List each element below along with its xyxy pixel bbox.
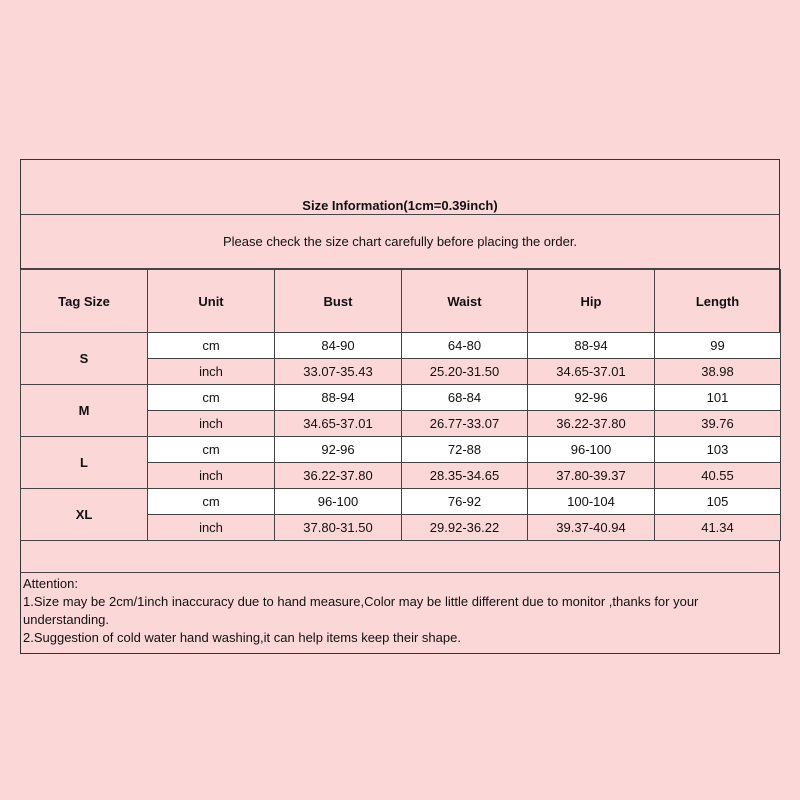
table-row — [21, 489, 781, 515]
tag-size-cell: L — [21, 437, 148, 489]
unit-cell: cm — [148, 489, 275, 515]
header-unit: Unit — [148, 270, 275, 333]
notes-line-2: 2.Suggestion of cold water hand washing,it can help items keep their shape. — [23, 630, 461, 645]
bust-cell: 96-100 — [275, 489, 402, 515]
size-chart — [20, 159, 780, 654]
waist-cell: 76-92 — [402, 489, 528, 515]
hip-cell: 37.80-39.37 — [528, 463, 655, 489]
unit-cell: cm — [148, 437, 275, 463]
waist-cell: 28.35-34.65 — [402, 463, 528, 489]
header-length: Length — [655, 270, 781, 333]
chart-title: Size Information(1cm=0.39inch) — [302, 198, 498, 213]
unit-cell: inch — [148, 411, 275, 437]
length-cell: 101 — [655, 385, 781, 411]
unit-cell: inch — [148, 463, 275, 489]
bust-cell: 88-94 — [275, 385, 402, 411]
subtitle-row — [21, 215, 779, 269]
waist-cell: 25.20-31.50 — [402, 359, 528, 385]
waist-cell: 29.92-36.22 — [402, 515, 528, 541]
header-row — [21, 270, 781, 333]
chart-subtitle: Please check the size chart carefully before placing the order. — [222, 234, 578, 249]
unit-cell: cm — [148, 333, 275, 359]
spacer-row — [21, 541, 779, 573]
header-bust: Bust — [275, 270, 402, 333]
waist-cell: 68-84 — [402, 385, 528, 411]
hip-cell: 88-94 — [528, 333, 655, 359]
length-cell: 103 — [655, 437, 781, 463]
attention-notes — [21, 573, 779, 653]
length-cell: 38.98 — [655, 359, 781, 385]
bust-cell: 37.80-31.50 — [275, 515, 402, 541]
tag-size-cell: M — [21, 385, 148, 437]
unit-cell: cm — [148, 385, 275, 411]
length-cell: 99 — [655, 333, 781, 359]
length-cell: 105 — [655, 489, 781, 515]
notes-heading: Attention: — [23, 576, 78, 591]
table-row — [21, 437, 781, 463]
unit-cell: inch — [148, 359, 275, 385]
bust-cell: 34.65-37.01 — [275, 411, 402, 437]
hip-cell: 34.65-37.01 — [528, 359, 655, 385]
tag-size-cell: XL — [21, 489, 148, 541]
size-table — [20, 269, 781, 541]
header-waist: Waist — [402, 270, 528, 333]
header-tag-size: Tag Size — [21, 270, 148, 333]
bust-cell: 33.07-35.43 — [275, 359, 402, 385]
title-row — [21, 160, 779, 215]
bust-cell: 36.22-37.80 — [275, 463, 402, 489]
table-row — [21, 385, 781, 411]
hip-cell: 96-100 — [528, 437, 655, 463]
length-cell: 41.34 — [655, 515, 781, 541]
waist-cell: 26.77-33.07 — [402, 411, 528, 437]
hip-cell: 100-104 — [528, 489, 655, 515]
table-row — [21, 333, 781, 359]
bust-cell: 84-90 — [275, 333, 402, 359]
hip-cell: 39.37-40.94 — [528, 515, 655, 541]
header-hip: Hip — [528, 270, 655, 333]
waist-cell: 64-80 — [402, 333, 528, 359]
tag-size-cell: S — [21, 333, 148, 385]
hip-cell: 36.22-37.80 — [528, 411, 655, 437]
unit-cell: inch — [148, 515, 275, 541]
length-cell: 40.55 — [655, 463, 781, 489]
length-cell: 39.76 — [655, 411, 781, 437]
waist-cell: 72-88 — [402, 437, 528, 463]
hip-cell: 92-96 — [528, 385, 655, 411]
notes-line-1: 1.Size may be 2cm/1inch inaccuracy due to hand measure,Color may be little different due to monitor ,thanks for your understanding. — [23, 594, 699, 627]
bust-cell: 92-96 — [275, 437, 402, 463]
